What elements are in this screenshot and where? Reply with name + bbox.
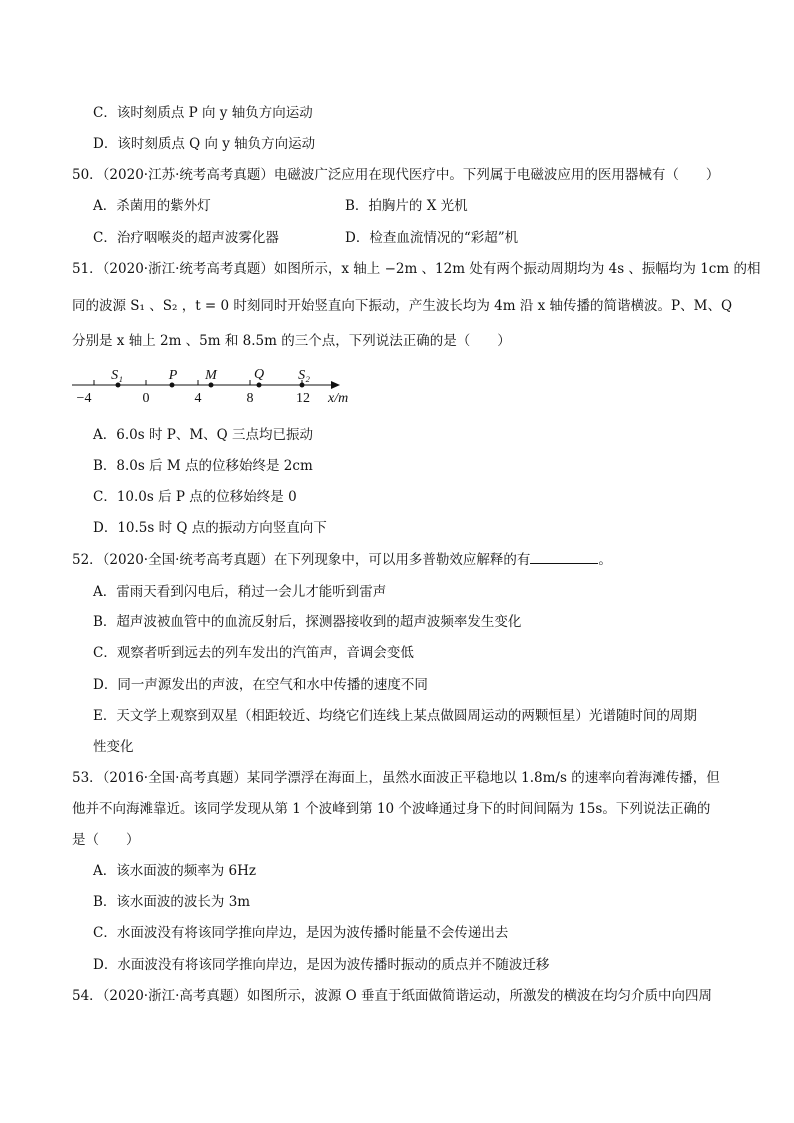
tick-label: 0 xyxy=(142,391,150,406)
tick-label: 4 xyxy=(194,391,202,406)
q51-stem-line-2: 同的波源 S₁ 、S₂ ，t = 0 时刻同时开始竖直向下振动，产生波长均为 4m 沿 x 轴传播的简谐横波。P、M、Q xyxy=(72,298,733,314)
q53-option-a: A．该水面波的频率为 6Hz xyxy=(93,863,257,879)
q52-option-c: C．观察者听到远去的列车发出的汽笛声，音调会变低 xyxy=(93,645,414,661)
q52-stem xyxy=(72,549,612,570)
point-s2 xyxy=(300,383,305,388)
q51-option-d: D．10.5s 时 Q 点的振动方向竖直向下 xyxy=(93,520,327,536)
q52-option-e-cont: 性变化 xyxy=(93,739,134,755)
q50-option-a: A．杀菌用的紫外灯 xyxy=(93,198,211,214)
q50-option-b: B．拍胸片的 X 光机 xyxy=(345,198,468,214)
q50-option-d: D．检查血流情况的“彩超”机 xyxy=(345,230,519,246)
point-label-s1: S₁ xyxy=(111,368,123,383)
tick-label: −4 xyxy=(76,391,92,406)
q52-option-b: B．超声波被血管中的血流反射后，探测器接收到的超声波频率发生变化 xyxy=(93,614,522,630)
q52-option-d: D．同一声源发出的声波，在空气和水中传播的速度不同 xyxy=(93,677,428,693)
point-label-m: M xyxy=(205,368,217,383)
q53-option-d: D．水面波没有将该同学推向岸边，是因为波传播时振动的质点并不随波迁移 xyxy=(93,957,550,973)
q54-stem-line-1: 54．（2020·浙江·高考真题）如图所示，波源 O 垂直于纸面做简谐运动，所激发的横波在均匀介质中向四周 xyxy=(72,988,713,1004)
q50-stem: 50．（2020·江苏·统考高考真题）电磁波广泛应用在现代医疗中。下列属于电磁波应用的医用器械有（ ） xyxy=(72,167,720,183)
q52-answer-blank[interactable] xyxy=(530,549,598,564)
point-m xyxy=(209,383,214,388)
q49-option-d: D．该时刻质点 Q 向 y 轴负方向运动 xyxy=(93,136,316,152)
tick-label: 12 xyxy=(296,391,310,406)
point-p xyxy=(170,383,175,388)
point-q xyxy=(257,383,262,388)
q52-option-a: A．雷雨天看到闪电后，稍过一会儿才能听到雷声 xyxy=(93,584,387,600)
q50-option-c: C．治疗咽喉炎的超声波雾化器 xyxy=(93,230,279,246)
q52-option-e: E．天文学上观察到双星（相距较近、均绕它们连线上某点做圆周运动的两颗恒星）光谱随时间的周期 xyxy=(93,708,697,724)
q53-option-b: B．该水面波的波长为 3m xyxy=(93,894,251,910)
q51-stem-line-3: 分别是 x 轴上 2m 、5m 和 8.5m 的三个点，下列说法正确的是（ ） xyxy=(72,333,511,349)
q51-stem-line-1: 51．（2020·浙江·统考高考真题）如图所示，x 轴上 −2m 、12m 处有两个振动周期均为 4s 、振幅均为 1cm 的相 xyxy=(72,261,761,277)
point-label-p: P xyxy=(168,368,178,383)
q53-option-c: C．水面波没有将该同学推向岸边，是因为波传播时能量不会传递出去 xyxy=(93,925,509,941)
point-label-q: Q xyxy=(253,367,265,382)
q51-option-c: C．10.0s 后 P 点的位移始终是 0 xyxy=(93,489,297,505)
x-axis-label: x/m xyxy=(328,391,349,406)
q52-stem-end: 。 xyxy=(598,552,612,568)
tick-label: 8 xyxy=(246,391,254,406)
q53-stem-line-2: 他并不向海滩靠近。该同学发现从第 1 个波峰到第 10 个波峰通过身下的时间间隔为 15s。下列说法正确的 xyxy=(72,801,711,817)
x-axis-arrow xyxy=(331,381,340,389)
q49-option-c: C．该时刻质点 P 向 y 轴负方向运动 xyxy=(93,105,313,121)
q53-stem-line-3: 是（ ） xyxy=(72,832,140,848)
q53-stem-line-1: 53．（2016·全国·高考真题）某同学漂浮在海面上，虽然水面波正平稳地以 1.8m/s 的速率向着海滩传播，但 xyxy=(72,770,720,786)
q51-option-b: B．8.0s 后 M 点的位移始终是 2cm xyxy=(93,458,313,474)
point-label-s2: S₂ xyxy=(298,368,310,383)
point-s1 xyxy=(116,383,121,388)
q52-stem-text: 52．（2020·全国·统考高考真题）在下列现象中，可以用多普勒效应解释的有 xyxy=(72,552,531,568)
q51-option-a: A．6.0s 时 P、M、Q 三点均已振动 xyxy=(93,427,313,443)
